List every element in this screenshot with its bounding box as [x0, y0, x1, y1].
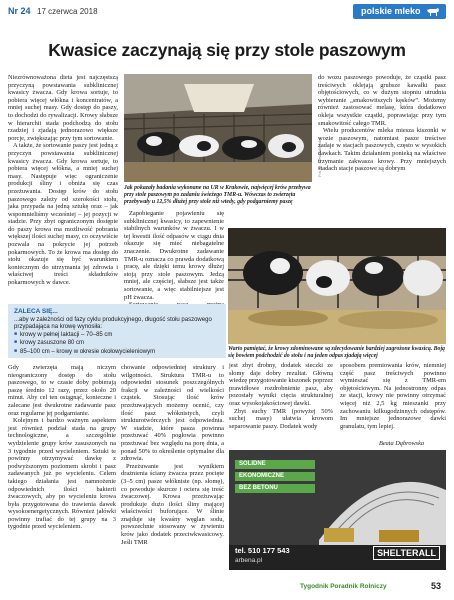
author-signature: Beata Dąbrowska — [379, 440, 425, 447]
text-column-5 — [121, 364, 224, 574]
barn-cows-image — [124, 74, 312, 182]
feeding-cows-photo — [228, 228, 446, 344]
text-column-1 — [8, 74, 118, 300]
paragraph: Zbyt suchy TMR (powyżej 50% suchej masy) ułatwia krowom separowanie paszy. Dodatek wody — [229, 407, 333, 430]
paragraph: jest zbyt drobny, dodatek sieczki ze słomy daje dobry rezultat. Główną wiedzę przygotowanie kiszonek poprzez prawidłowe rozdrobnienie pasz, aby pozostały wyniki cięcia strukturalnej oraz wysokojakościowej dawki. — [229, 362, 333, 407]
ad-ribbon: SOLIDNE — [235, 460, 315, 469]
ad-logo: SHELTERALL — [373, 546, 440, 560]
box-intro: ...aby w zależności od fazy cyklu produkcyjnego, długość stołu paszowego przypadająca na krowę wynosiła: — [14, 317, 212, 330]
photo-caption: Jak pokazały badania wykonane na UR w Krakowie, najwięcej krów przebywa przy stole paszowym po zadaniu świeżego TMR-u. Wówczas to zwierzęta przebywały u 12,5% dłużej przy stole niż wtedy, gdy podgarniemy paszę — [124, 185, 311, 205]
page-number: 53 — [431, 581, 442, 591]
paragraph: Wielu producentów mleka miesza kiszonki w wozie paszowym, natomiast pasze treściwe zadaje w stacjach paszowych, często w wysokich dawkach. Takim działaniem ponieką na właściwe trzymanie zakwasza krowy. Przy mniejszych stadach stacje paszowe są dobrym — [318, 127, 446, 173]
paragraph: Gdy zwierzęta mają niczym nieograniczony dostęp do stołu paszowego, to w czasie doby pobierają paszę średnio 12 razy, przez około 20 minut. Aby cel ten osiągnąć, konieczne i zalecane jest dwukrotne zadawanie pasz oraz regularne jej podgarnianie. — [8, 364, 116, 417]
ad-phone[interactable]: tel. 510 177 543 — [235, 546, 290, 555]
brand-label: polskie mleko — [360, 6, 421, 16]
box-heading: ZALECA SIĘ... — [14, 308, 58, 315]
text-column-4 — [8, 364, 116, 574]
article-title: Kwasice zaczynają się przy stole paszowym — [48, 40, 406, 60]
text-column-7 — [340, 362, 446, 440]
issue-number: Nr 24 — [8, 6, 31, 16]
paragraph: Przeżuwanie jest wynikiem drażnienia ściany żwacza przez pocięte (3–5 cm) pasze włókniste (np. słomę), co powoduje skurcze i ociera się treść żwaczowej. Krowa przeżuwając produkuje dużo ilości śliny mającej właściwości buforujące. W ślinie znajduje się kwaśny węglan sodu, powszechnie stosowany w żywieniu krów jako dodatek przeciwkwasicowy. Jeśli TMR — [121, 462, 224, 546]
advertisement[interactable] — [229, 450, 446, 570]
ad-website-link[interactable]: arbena.pl — [235, 557, 263, 564]
paragraph: A także, że sortowanie paszy jest jedną z przyczyn powstawania subklinicznej kwasicy żwacza. Gdy krowa sortuje, to pobiera więcej włókna, a mniej suchej masy. Następuje więc ograniczenie produkcji śliny i obniża się czas przeżuwania. Dostęp krów do stołu paszowego zależy od szerokości stołu, jaka przypada na jedną sztukę oraz – jak wspomnieliśmy wcześniej – jej pozycji w stadzie. Przy zbyt ograniczonym dostępie do paszy krowa ma możliwość pobrania większej ilości suchej masy, co oczywiście pozwala na pokrycie jej potrzeb pokarmowych. To że krowa ma dostęp do stołu okazuje się być warunkiem koniecznym do utrzymania jej zdrowia i właściwej treści składników pokarmowych w dawce. — [8, 142, 118, 287]
ad-ribbon: BEZ BETONU — [235, 484, 315, 493]
issue-date: 17 czerwca 2018 — [37, 7, 98, 16]
photo-credit: Fot. M. Niewiadomska — [317, 137, 322, 177]
recommendation-box — [8, 304, 226, 358]
paragraph: do wozu paszowego powoduje, że cząstki pasz treściwych oklejają grubsze kawałki pasz objętościowych, co w dużym stopniu utrudnia wybieranie „smakowitszych kęsków”. Możemy również zastosować melasę, która dodatkowo okleja wszystkie cząstki, poprawiając przy tym smakowitość całego TMR. — [318, 74, 446, 127]
paragraph: Zapobieganie pojawieniu się subklinicznej kwasicy, to zapewnienie stabilnych warunków w żwaczu. I w tej kwestii ilość odpasów w ciągu dnia okazuje się mieć niebagatelne znaczenie. Dwukrotne zadawanie TMR-u oznacza co prawda dodatkową pracę, ale dzięki temu krowy dłużej stoją przy stole paszowym. Jedzą mniej, ale częściej, słabsze jest także sortowanie, a więc stabilniejsze jest pH żwacza. — [124, 210, 224, 301]
brand-badge — [353, 4, 446, 19]
paragraph: Kolejnym i bardzo ważnym aspektem jest również podział stada na grupy technologiczne, a szczególnie wydzielenie grupy krów zasuszonych na 3 tygodnie przed wycieleniem. Sztuki te powinny otrzymywać dawkę z podwyższonym poziomem skrobi i pasz zadawanych już po wycieleniu. Celem takiego działania jest namnożenie odpowiednich ilości bakterii żwaczowych, aby po wycieleniu krowa była przygotowana do trawienia dawek wysokoenergetycznych. Również jałówki powinny trafiać do tej grupy na 3 tygodnie przed wycieleniem. — [8, 417, 116, 531]
paragraph: chowanie odpowiedniej struktury i wilgotności. Struktura TMR-u to odpowiedni stosunek poszczególnych frakcji w zależności od wielkości cząstek. Stosując ilość krów przeżuwających możemy ocenić, czy ilość pasz włóknistych, czyli strukturotwórczych jest odpowiednia. W stadzie, które pasza powinna przeżuwać 40% pogłowia powinno przeżuwać bez względu na porę dnia, a ponad 50% to określenie optymalne dla zdrowia. — [121, 364, 224, 463]
list-item: ■ krowy w pełnej laktacji – 70–85 cm — [14, 331, 155, 339]
text-column-3 — [318, 74, 446, 224]
photo-caption: Warto pamiętać, że krowy zdominowane są zdecydowanie bardziej zagrożone kwasicą. Boją się bowiem podchodzić do stołu i na jeden odpas zjadają więcej — [228, 346, 445, 359]
paragraph: sposobem premiowania krów, niemniej część pasz treściwych powinno wymieszać się z TMR-em objętościowym. Na jednostronny odpas ze stacji, krowy nie powinny otrzymać więcej niż 2,5 kg mieszanki przy zachowaniu kilkugodzinnych odstępów. Im mniejsze jednorazowe dawki granulatu, tym lepiej. — [340, 362, 446, 430]
lead-paragraph: Niezrównoważona dieta jest najczęstszą przyczyną powstawania subklinicznej kwasicy żwacza. Gdy krowa sortuje, to pobiera więcej włókna i koncentratów, a mniej suchej masy. Gdy dostęp do paszy, to dochodzi do rywalizacji. Krowy słabsze w hierarchii stada podchodzą do stołu rzadziej i zjadają jednorazowo większe porcje, zwiększając przy tym sortowanie. — [8, 74, 118, 142]
page-footer — [0, 580, 454, 600]
text-column-2 — [124, 210, 224, 302]
issue-header — [8, 6, 98, 16]
cow-icon — [426, 7, 440, 17]
list-item: ■ krowy zasuszone 80 cm — [14, 339, 155, 347]
ad-ribbon: EKONOMICZNE — [235, 472, 315, 481]
barn-photo — [124, 74, 312, 182]
list-item: ■ 85–100 cm – krowy w okresie okołowycieleniowym — [14, 348, 155, 356]
text-column-6 — [229, 362, 333, 446]
magazine-name: Tygodnik Poradnik Rolniczy — [300, 583, 387, 590]
recommendation-list — [14, 331, 155, 356]
cows-feeding-image — [228, 228, 446, 344]
